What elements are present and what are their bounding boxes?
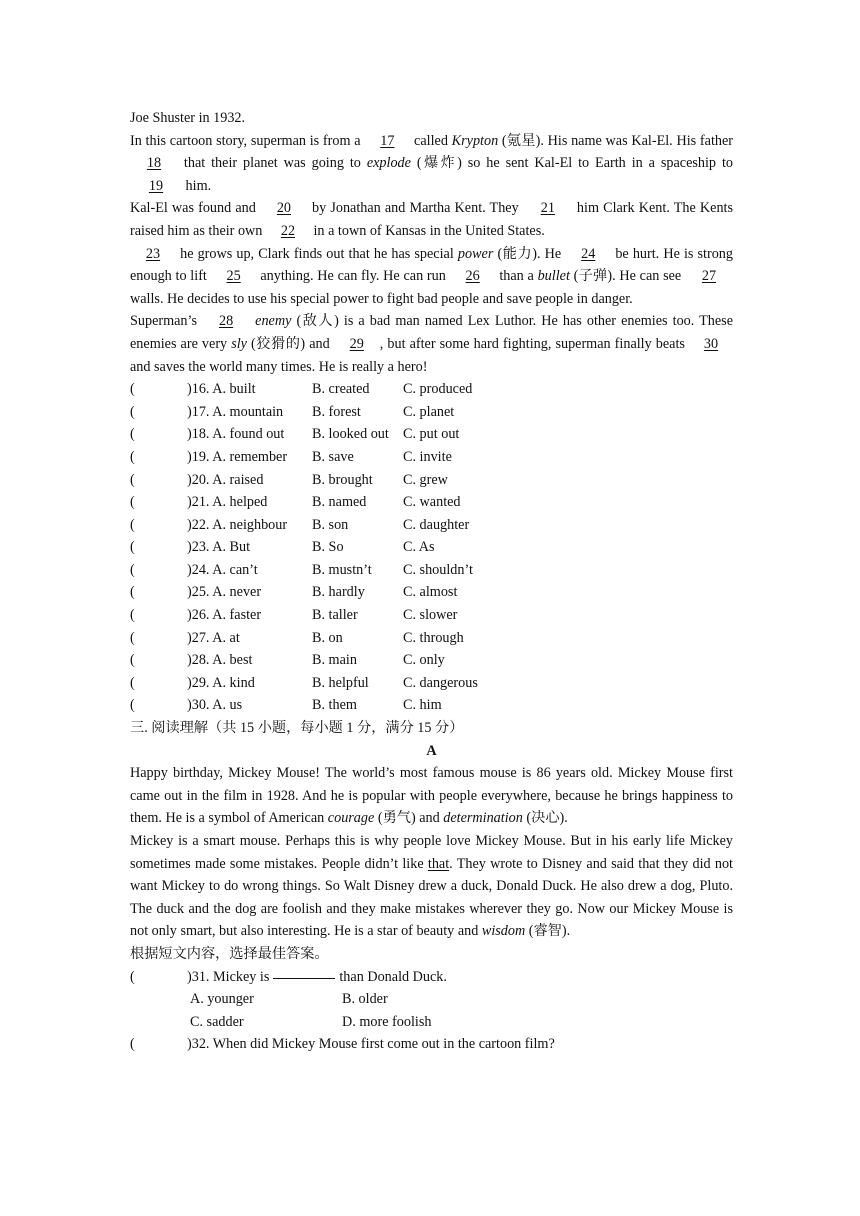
blank-17[interactable]: 17 (380, 132, 395, 149)
question-31: ( )31. Mickey is than Donald Duck. (130, 966, 733, 989)
option-row-18[interactable]: ( )18. A. found out B. looked out C. put out (130, 426, 460, 443)
q31-option-a[interactable]: A. younger (190, 991, 254, 1008)
reading-paragraph-2: Mickey is a smart mouse. Perhaps this is why people love Mickey Mouse. But in his early life Mickey sometimes made some mistakes. People didn’t like that. They wrote to Disney and said that they did not want Mickey to do wrong things. So Walt Disney drew a duck, Donald Duck. He also drew a dog, Pluto. The duck and the dog are foolish and they make mistakes wherever they go. Now our Mickey Mouse is not only smart, but also interesting. He is a star of beauty and wisdom (睿智). (130, 833, 733, 940)
blank-19[interactable]: 19 (148, 177, 164, 194)
option-row-17[interactable]: ( )17. A. mountain B. forest C. planet (130, 403, 455, 420)
blank-23[interactable]: 23 (145, 245, 161, 262)
question-31-options-ab (130, 988, 733, 1011)
blank-27[interactable]: 27 (701, 268, 717, 285)
blank-24[interactable]: 24 (581, 245, 596, 262)
cloze-paragraph-4: Superman’s 28 enemy (敌人) is a bad man named Lex Luthor. He has other enemies too. These enemies are very sly (狡猾的) and 29 , but after some hard fighting, superman finally beats 30 and saves the world many times. He is really a hero! (130, 310, 733, 378)
cloze-paragraph-3: 23 he grows up, Clark finds out that he has special power (能力). He 24 be hurt. He is strong enough to lift 25 anything. He can fly. He can run 26 than a bullet (子弹). He can see 27 walls. He decides to use his special power to fight bad people and save people in danger. (130, 243, 733, 311)
question-32: ( )32. When did Mickey Mouse first come out in the cartoon film? (130, 1036, 555, 1053)
blank-21[interactable]: 21 (540, 200, 555, 217)
option-row-30[interactable]: ( )30. A. us B. them C. him (130, 697, 442, 714)
option-row-24[interactable]: ( )24. A. can’t B. mustn’t C. shouldn’t (130, 561, 473, 578)
option-row-22[interactable]: ( )22. A. neighbour B. son C. daughter (130, 516, 470, 533)
q31-option-b[interactable]: B. older (342, 991, 388, 1008)
option-row-28[interactable]: ( )28. A. best B. main C. only (130, 652, 445, 669)
option-row-19[interactable]: ( )19. A. remember B. save C. invite (130, 448, 452, 465)
blank-29[interactable]: 29 (349, 335, 364, 352)
section-title: 三. 阅读理解（共 15 小题，每小题 1 分，满分 15 分） (130, 720, 464, 737)
option-row-16[interactable]: ( )16. A. built B. created C. produced (130, 381, 473, 398)
option-row-21[interactable]: ( )21. A. helped B. named C. wanted (130, 494, 461, 511)
option-row-23[interactable]: ( )23. A. But B. So C. As (130, 539, 435, 556)
reading-instruction: 根据短文内容，选择最佳答案。 (130, 945, 329, 962)
q31-option-c[interactable]: C. sadder (190, 1013, 244, 1030)
q31-option-d[interactable]: D. more foolish (342, 1013, 432, 1030)
option-row-20[interactable]: ( )20. A. raised B. brought C. grew (130, 471, 448, 488)
option-row-27[interactable]: ( )27. A. at B. on C. through (130, 629, 464, 646)
answer-blank-31[interactable] (273, 966, 335, 979)
question-31-options-cd (130, 1011, 733, 1034)
cloze-paragraph-1: In this cartoon story, superman is from a 17 called Krypton (氪星). His name was Kal-El. His father 18 that their planet was going to explode (爆炸) so he sent Kal-El to Earth in a spaceship to 19 him. (130, 130, 733, 198)
blank-25[interactable]: 25 (226, 268, 241, 285)
reading-paragraph-1: Happy birthday, Mickey Mouse! The world’s most famous mouse is 86 years old. Mickey Mouse first came out in the film in 1928. And he is popular with people everywhere, because he brings happiness to them. He is a symbol of American courage (勇气) and determination (决心). (130, 765, 733, 827)
option-row-29[interactable]: ( )29. A. kind B. helpful C. dangerous (130, 674, 478, 691)
option-row-26[interactable]: ( )26. A. faster B. taller C. slower (130, 607, 458, 624)
option-row-25[interactable]: ( )25. A. never B. hardly C. almost (130, 584, 458, 601)
blank-28[interactable]: 28 (218, 313, 234, 330)
blank-30[interactable]: 30 (703, 335, 719, 352)
cloze-paragraph-2: Kal-El was found and 20 by Jonathan and Martha Kent. They 21 him Clark Kent. The Kents raised him as their own 22 in a town of Kansas in the United States. (130, 197, 733, 242)
cloze-options (130, 378, 733, 717)
blank-26[interactable]: 26 (465, 268, 480, 285)
passage-label-a: A (426, 742, 437, 759)
blank-22[interactable]: 22 (280, 222, 296, 239)
blank-20[interactable]: 20 (276, 200, 292, 217)
exam-page (130, 107, 733, 1056)
passage-line-0: Joe Shuster in 1932. (130, 110, 246, 126)
blank-18[interactable]: 18 (146, 155, 162, 172)
